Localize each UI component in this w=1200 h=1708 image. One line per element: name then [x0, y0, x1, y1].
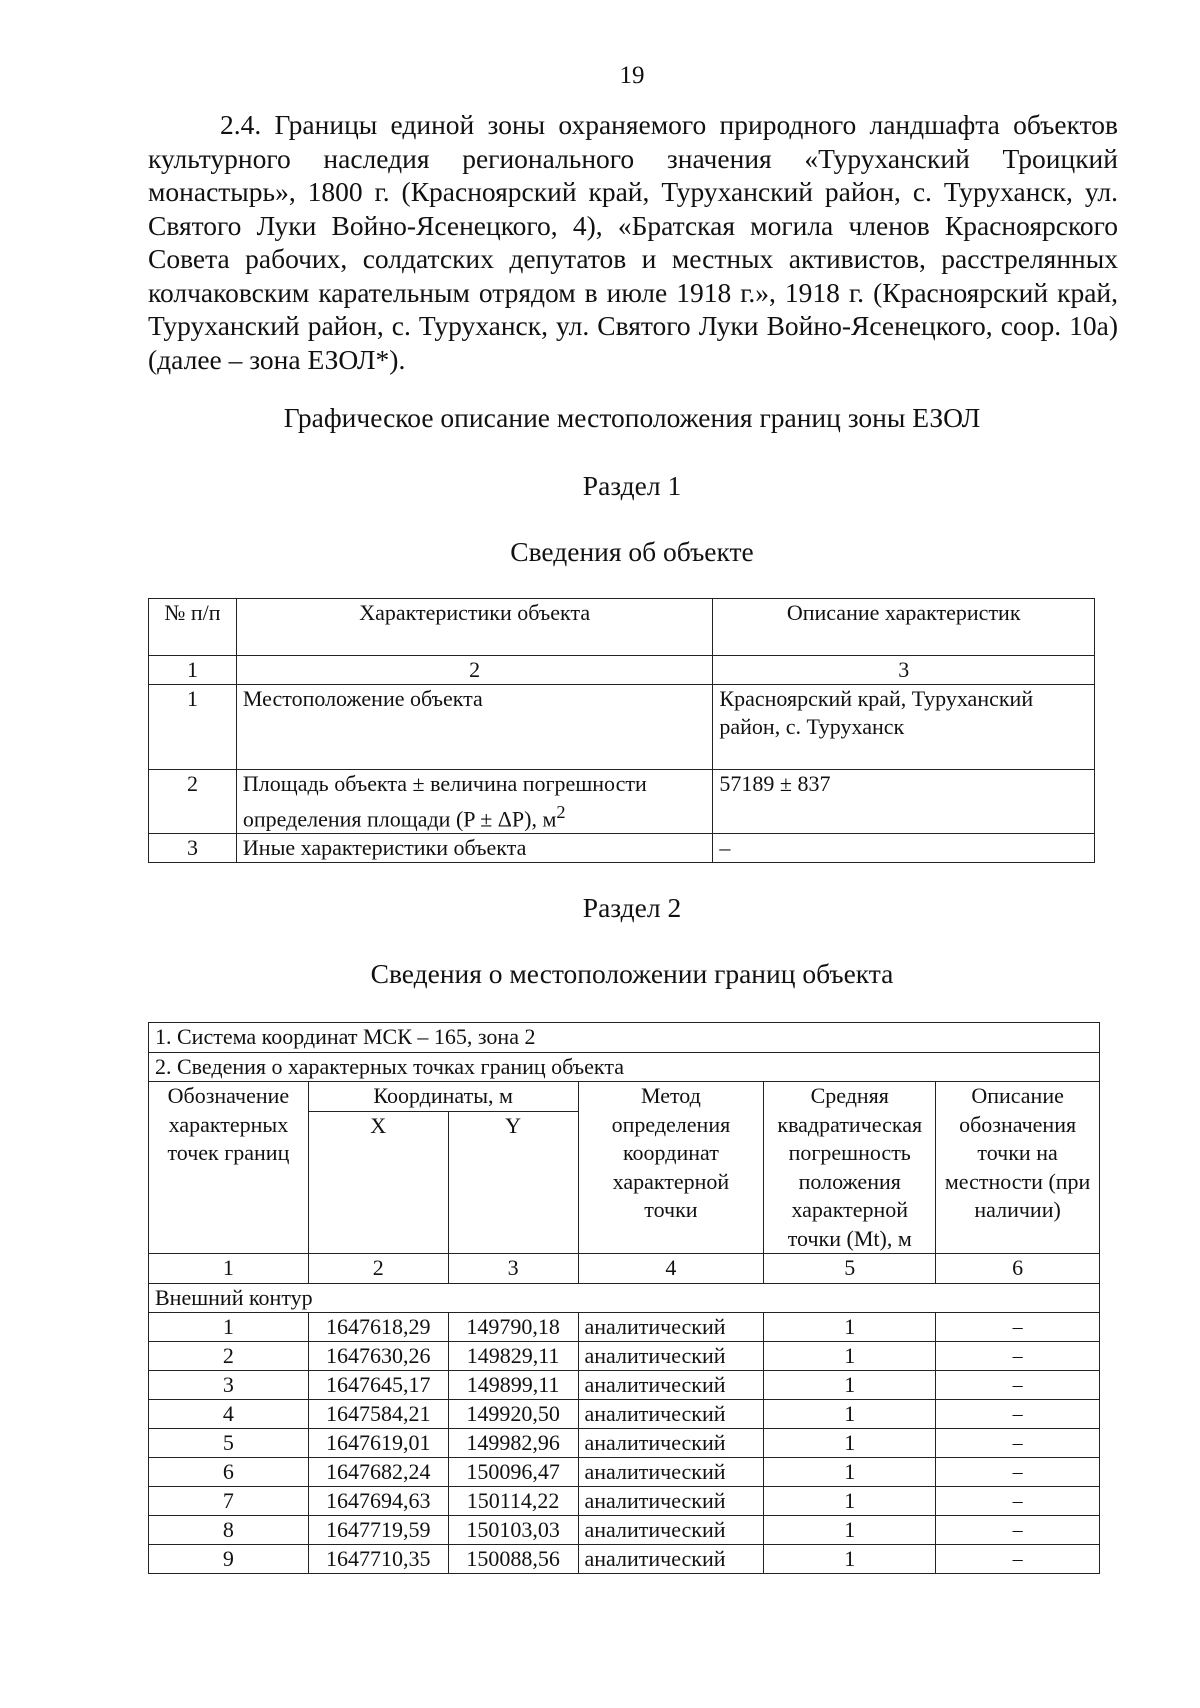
paragraph-line: 2.4. Границы единой зоны охраняемого природного ландшафта объектов культурного наследия регионального значения «Туруханский Троицкий монастырь», 1800 г. (Красноярский край, Туруханский район, с. Туруханск, ул. Святого Луки Войно-Ясенецкого, 4), «Братская могила членов Красноярского Совета рабочих, солдатских депутатов и местных активистов, расстрелянных колчаковским карательным отрядом в июле 1918 г.», 1918 г. (Красноярский край, Туруханский район, с. Туруханск, ул. Святого Луки Войно-Ясенецкого, соор. 10а) (далее – зона ЕЗОЛ*). [148, 109, 1119, 375]
table-row [149, 1400, 1100, 1429]
point-number: 6 [149, 1458, 309, 1487]
point-x: 1647584,21 [308, 1400, 448, 1429]
point-number: 9 [149, 1545, 309, 1574]
point-number: 5 [149, 1429, 309, 1458]
point-method: аналитический [578, 1545, 764, 1574]
point-y: 150114,22 [448, 1487, 578, 1516]
point-mt: 1 [764, 1516, 936, 1545]
point-description: – [936, 1545, 1100, 1574]
table-row [149, 1429, 1100, 1458]
index-cell: 1 [149, 1254, 309, 1284]
row-description: Красноярский край, Туруханский район, с. Туруханск [713, 685, 1095, 770]
contour-row [149, 1283, 1100, 1313]
page-number: 19 [619, 62, 645, 89]
point-x: 1647618,29 [308, 1313, 448, 1342]
table-row [149, 685, 1095, 770]
point-mt: 1 [764, 1545, 936, 1574]
section2-subheading: Сведения о местоположении границ объекта [370, 958, 894, 989]
table-row [149, 1313, 1100, 1342]
table-row [149, 1487, 1100, 1516]
point-mt: 1 [764, 1487, 936, 1516]
point-method: аналитический [578, 1400, 764, 1429]
table-row [149, 1545, 1100, 1574]
header-error: Средняя квадратическая погрешность положения характерной точки (Mt), м [764, 1082, 936, 1254]
section2-heading: Раздел 2 [582, 892, 682, 923]
point-mt: 1 [764, 1400, 936, 1429]
row-description: 57189 ± 837 [713, 770, 1095, 834]
row-characteristic: Иные характеристики объекта [236, 834, 712, 863]
point-mt: 1 [764, 1313, 936, 1342]
point-method: аналитический [578, 1313, 764, 1342]
point-mt: 1 [764, 1429, 936, 1458]
point-mt: 1 [764, 1458, 936, 1487]
row-num: 2 [149, 770, 237, 834]
point-x: 1647710,35 [308, 1545, 448, 1574]
row-description: – [713, 834, 1095, 863]
points-title: 2. Сведения о характерных точках границ объекта [149, 1052, 1100, 1082]
table-index-row [149, 656, 1095, 685]
table-row [149, 1371, 1100, 1400]
point-x: 1647719,59 [308, 1516, 448, 1545]
point-description: – [936, 1516, 1100, 1545]
point-method: аналитический [578, 1487, 764, 1516]
boundary-points-table [148, 1022, 1100, 1574]
point-y: 149899,11 [448, 1371, 578, 1400]
index-cell: 6 [936, 1254, 1100, 1284]
header-designation: Обозначение характерных точек границ [149, 1082, 309, 1254]
row-characteristic: Местоположение объекта [236, 685, 712, 770]
point-description: – [936, 1458, 1100, 1487]
point-x: 1647630,26 [308, 1342, 448, 1371]
point-method: аналитический [578, 1429, 764, 1458]
point-number: 1 [149, 1313, 309, 1342]
coordinate-system: 1. Система координат МСК – 165, зона 2 [149, 1023, 1100, 1053]
index-cell: 5 [764, 1254, 936, 1284]
point-description: – [936, 1313, 1100, 1342]
index-cell: 3 [713, 656, 1095, 685]
point-y: 149982,96 [448, 1429, 578, 1458]
point-mt: 1 [764, 1342, 936, 1371]
points-title-row [149, 1052, 1100, 1082]
point-y: 150088,56 [448, 1545, 578, 1574]
header-point-description: Описание обозначения точки на местности (при наличии) [936, 1082, 1100, 1254]
point-method: аналитический [578, 1458, 764, 1487]
point-number: 7 [149, 1487, 309, 1516]
point-x: 1647682,24 [308, 1458, 448, 1487]
object-info-table [148, 598, 1095, 863]
table-header-row [149, 1082, 1100, 1112]
coordinate-system-row [149, 1023, 1100, 1053]
graphic-description-heading: Графическое описание местоположения границ зоны ЕЗОЛ [283, 402, 981, 433]
row-num: 3 [149, 834, 237, 863]
point-method: аналитический [578, 1342, 764, 1371]
header-coordinates: Координаты, м [308, 1082, 578, 1112]
point-description: – [936, 1371, 1100, 1400]
point-number: 8 [149, 1516, 309, 1545]
header-y: Y [448, 1112, 578, 1254]
index-cell: 2 [308, 1254, 448, 1284]
row-num: 1 [149, 685, 237, 770]
row-characteristic: Площадь объекта ± величина погрешности определения площади (P ± ΔP), $м^2$ [236, 770, 712, 834]
table-row [149, 1342, 1100, 1371]
point-y: 150096,47 [448, 1458, 578, 1487]
point-description: – [936, 1429, 1100, 1458]
point-y: 149829,11 [448, 1342, 578, 1371]
point-y: 149790,18 [448, 1313, 578, 1342]
index-cell: 1 [149, 656, 237, 685]
section1-subheading: Сведения об объекте [510, 536, 754, 567]
point-description: – [936, 1342, 1100, 1371]
table-row [149, 770, 1095, 834]
point-y: 149920,50 [448, 1400, 578, 1429]
index-cell: 3 [448, 1254, 578, 1284]
point-x: 1647694,63 [308, 1487, 448, 1516]
header-method: Метод определения координат характерной точки [578, 1082, 764, 1254]
index-cell: 4 [578, 1254, 764, 1284]
point-number: 2 [149, 1342, 309, 1371]
header-description: Описание характеристик [713, 599, 1095, 656]
header-characteristic: Характеристики объекта [236, 599, 712, 656]
point-y: 150103,03 [448, 1516, 578, 1545]
index-cell: 2 [236, 656, 712, 685]
point-x: 1647645,17 [308, 1371, 448, 1400]
point-number: 3 [149, 1371, 309, 1400]
table-index-row [149, 1254, 1100, 1284]
point-description: – [936, 1487, 1100, 1516]
contour-label: Внешний контур [149, 1283, 1100, 1313]
header-x: X [308, 1112, 448, 1254]
table-row [149, 1516, 1100, 1545]
section1-heading: Раздел 1 [582, 470, 682, 501]
point-method: аналитический [578, 1371, 764, 1400]
point-mt: 1 [764, 1371, 936, 1400]
table-header-row [149, 599, 1095, 656]
point-number: 4 [149, 1400, 309, 1429]
header-num: № п/п [149, 599, 237, 656]
table-row [149, 1458, 1100, 1487]
point-method: аналитический [578, 1516, 764, 1545]
point-x: 1647619,01 [308, 1429, 448, 1458]
point-description: – [936, 1400, 1100, 1429]
table-row [149, 834, 1095, 863]
intro-paragraph [148, 108, 1118, 376]
